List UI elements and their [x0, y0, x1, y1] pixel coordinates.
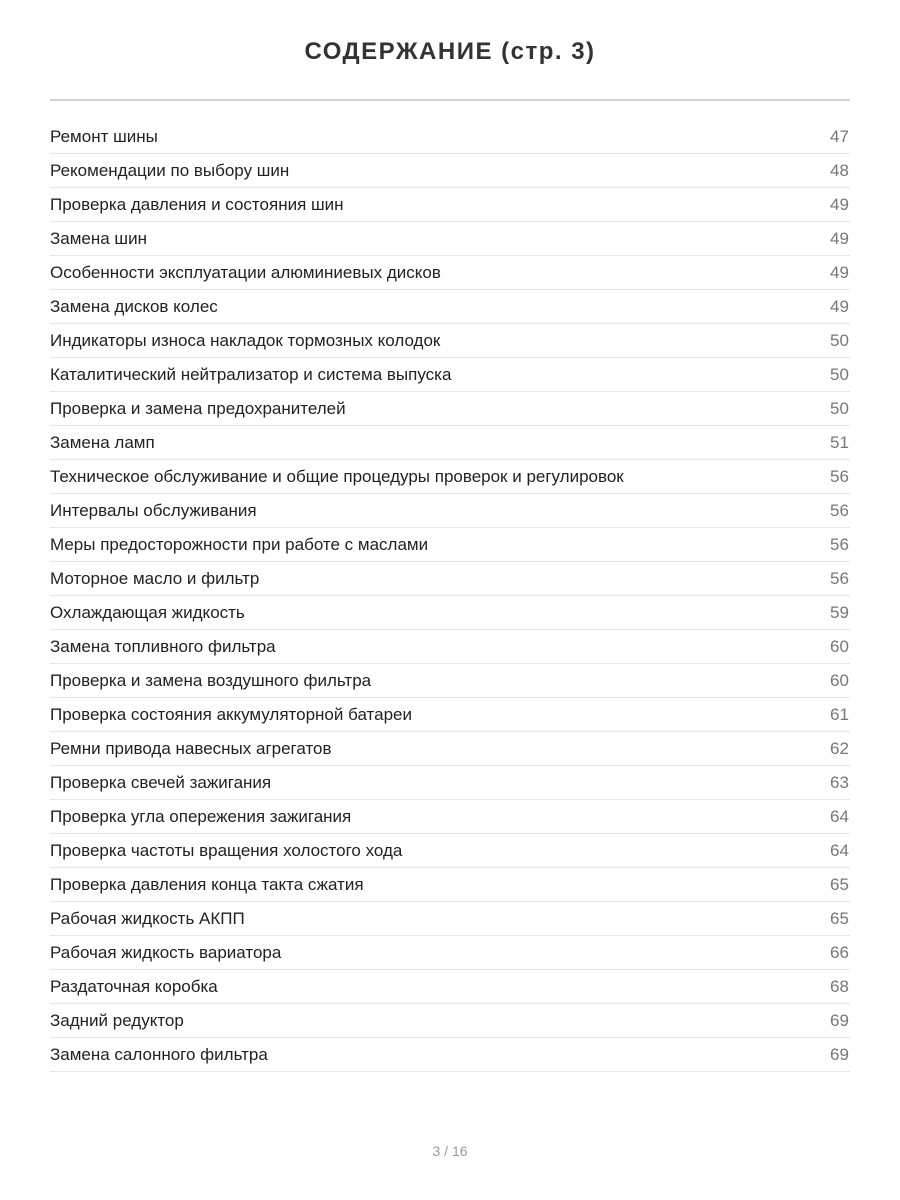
toc-entry-page: 56 [830, 500, 849, 520]
toc-entry-title: Замена топливного фильтра [50, 636, 276, 656]
toc-entry-title: Замена салонного фильтра [50, 1044, 268, 1064]
page-title: СОДЕРЖАНИЕ (стр. 3) [304, 38, 596, 65]
toc-entry-title: Проверка давления и состояния шин [50, 194, 344, 214]
toc-entry-page: 64 [830, 806, 849, 826]
toc-entry-title: Охлаждающая жидкость [50, 602, 245, 622]
toc-entry[interactable] [50, 256, 850, 290]
toc-entry[interactable] [50, 698, 850, 732]
toc-entry[interactable] [50, 460, 850, 494]
toc-entry[interactable] [50, 188, 850, 222]
toc-entry[interactable] [50, 494, 850, 528]
toc-entry-title: Рабочая жидкость вариатора [50, 942, 282, 962]
toc-entry-page: 50 [830, 364, 849, 384]
toc-entry-page: 65 [830, 908, 849, 928]
toc-entry-page: 49 [830, 262, 849, 282]
toc-entry-title: Интервалы обслуживания [50, 500, 257, 520]
toc-entry[interactable] [50, 936, 850, 970]
toc-entry-title: Меры предосторожности при работе с маслами [50, 534, 429, 554]
toc-entry[interactable] [50, 630, 850, 664]
toc-entry[interactable] [50, 1004, 850, 1038]
page-indicator: 3 / 16 [432, 1143, 468, 1159]
toc-entry[interactable] [50, 766, 850, 800]
toc-entry-page: 60 [830, 670, 849, 690]
toc-entry-page: 56 [830, 534, 849, 554]
toc-entry-page: 59 [830, 602, 849, 622]
toc-entry-title: Проверка и замена воздушного фильтра [50, 670, 372, 690]
toc-entry-title: Замена дисков колес [50, 296, 218, 316]
toc-entry[interactable] [50, 358, 850, 392]
toc-entry-title: Раздаточная коробка [50, 976, 218, 996]
toc-entry-page: 66 [830, 942, 849, 962]
toc-entry-title: Проверка состояния аккумуляторной батареи [50, 704, 412, 724]
toc-entry-page: 61 [830, 704, 849, 724]
toc-entry-title: Рабочая жидкость АКПП [50, 908, 245, 928]
toc-entry-title: Ремни привода навесных агрегатов [50, 738, 332, 758]
toc-entry[interactable] [50, 1038, 850, 1072]
toc-entry-page: 62 [830, 738, 849, 758]
toc-entry[interactable] [50, 596, 850, 630]
toc-entry-page: 48 [830, 160, 849, 180]
toc-entry-title: Моторное масло и фильтр [50, 568, 260, 588]
toc-entry-page: 50 [830, 398, 849, 418]
toc-entry[interactable] [50, 970, 850, 1004]
toc-entry[interactable] [50, 426, 850, 460]
toc-entry-title: Проверка частоты вращения холостого хода [50, 840, 403, 860]
toc-entry-title: Замена ламп [50, 432, 155, 452]
toc-entry-title: Индикаторы износа накладок тормозных колодок [50, 330, 441, 350]
toc-entry[interactable] [50, 324, 850, 358]
toc-entry-title: Проверка свечей зажигания [50, 772, 272, 792]
toc-entry[interactable] [50, 868, 850, 902]
toc-entry-page: 56 [830, 568, 849, 588]
toc-entry-page: 64 [830, 840, 849, 860]
toc-entry-page: 56 [830, 466, 849, 486]
toc-entry[interactable] [50, 834, 850, 868]
toc-entry-title: Замена шин [50, 228, 147, 248]
toc-entry-title: Задний редуктор [50, 1010, 184, 1030]
toc-entry-page: 63 [830, 772, 849, 792]
toc-entry-title: Проверка и замена предохранителей [50, 398, 346, 418]
toc-entry[interactable] [50, 222, 850, 256]
toc-entry-title: Проверка давления конца такта сжатия [50, 874, 364, 894]
toc-entry-page: 49 [830, 194, 849, 214]
toc-entry-page: 47 [830, 126, 849, 146]
toc-entry[interactable] [50, 664, 850, 698]
toc-entry[interactable] [50, 562, 850, 596]
toc-entry[interactable] [50, 902, 850, 936]
toc-entry-page: 49 [830, 228, 849, 248]
toc-entry-page: 50 [830, 330, 849, 350]
toc-entry-title: Рекомендации по выбору шин [50, 160, 290, 180]
toc-entry[interactable] [50, 154, 850, 188]
toc-entry-title: Проверка угла опережения зажигания [50, 806, 352, 826]
toc-list [50, 120, 850, 1072]
toc-entry[interactable] [50, 528, 850, 562]
toc-entry-page: 68 [830, 976, 849, 996]
toc-entry-title: Каталитический нейтрализатор и система выпуска [50, 364, 452, 384]
title-divider [50, 99, 850, 101]
toc-entry[interactable] [50, 392, 850, 426]
toc-entry-page: 69 [830, 1010, 849, 1030]
toc-entry[interactable] [50, 732, 850, 766]
toc-entry-page: 49 [830, 296, 849, 316]
toc-entry-page: 51 [830, 432, 849, 452]
toc-entry-page: 65 [830, 874, 849, 894]
toc-entry-title: Техническое обслуживание и общие процедуры проверок и регулировок [50, 466, 624, 486]
toc-entry[interactable] [50, 290, 850, 324]
toc-entry[interactable] [50, 120, 850, 154]
toc-entry-page: 60 [830, 636, 849, 656]
toc-entry[interactable] [50, 800, 850, 834]
toc-entry-title: Ремонт шины [50, 126, 158, 146]
toc-entry-title: Особенности эксплуатации алюминиевых дисков [50, 262, 441, 282]
toc-entry-page: 69 [830, 1044, 849, 1064]
